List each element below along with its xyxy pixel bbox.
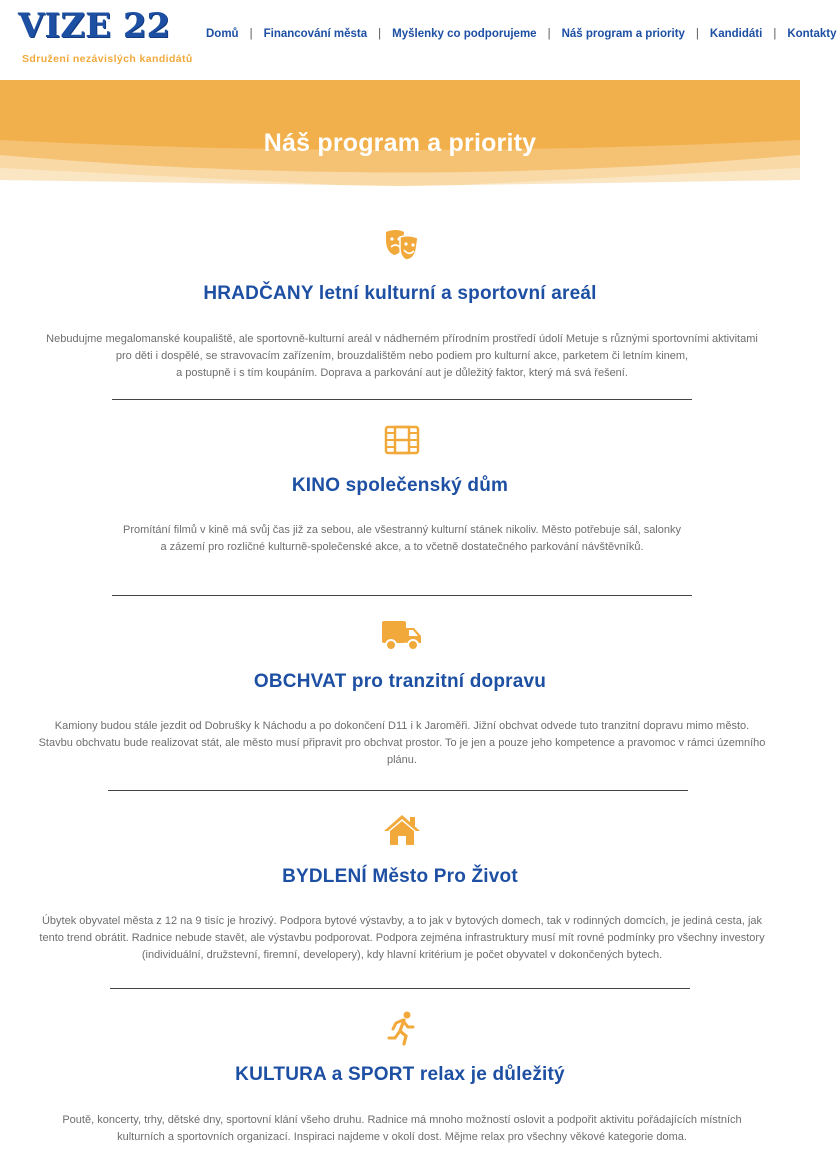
section-text-kino [32,522,772,556]
text-line: Promítání filmů v kině má svůj čas již za sebou, ale všestranný kulturní stánek nikoliv. Město potřebuje sál, salonky [123,524,681,536]
text-line: Kamiony budou stále jezdit od Dobrušky k Náchodu a po dokončení D11 i k Jaroměři. Jižní obchvat odvede tuto tranzitní dopravu mimo město. [54,720,750,732]
page-banner [0,80,800,195]
nav-item-candidates[interactable]: Kandidáti [709,28,763,40]
text-line: kulturních a sportovních organizací. Inspiraci najdeme v okolí dost. Mějme relax pro všechny věkové kategorie doma. [117,1131,687,1143]
theater-masks-icon [382,228,422,264]
nav-separator: | [695,28,699,40]
house-icon [382,812,422,848]
nav-separator: | [249,28,253,40]
section-text-bydleni [32,913,772,964]
section-title-kultura: KULTURA a SPORT relax je důležitý [235,1064,565,1085]
text-line: (individuální, družstevní, firemní, developery), kdy hlavní kritérium je počet obyvatel v dokončených bytech. [141,949,663,961]
logo-subtitle: Sdružení nezávislých kandidátů [22,53,193,65]
nav-item-contacts[interactable]: Kontakty [787,28,837,40]
section-text-kultura [32,1112,772,1146]
section-title-bydleni: BYDLENÍ Město Pro Život [282,866,518,887]
main-nav [206,28,837,40]
site-logo[interactable] [18,6,193,72]
text-line: Nebudujme megalomanské koupaliště, ale sportovně-kulturní areál v nádherném přírodním prostředí údolí Metuje s různými sportovními aktivitami [46,333,758,345]
section-title-obchvat: OBCHVAT pro tranzitní dopravu [253,671,547,692]
nav-separator: | [547,28,551,40]
section-text-obchvat [32,718,772,769]
section-title-hradcany: HRADČANY letní kulturní a sportovní areál [203,283,597,304]
section-title-kino: KINO společenský dům [291,475,509,496]
running-person-icon [382,1010,422,1046]
text-line: pro děti i dospělé, se stravovacím zařízením, brouzdalištěm nebo podiem pro kulturní akce, parketem či letním kinem, [115,350,689,362]
text-line: Úbytek obyvatel města z 12 na 9 tisíc je hrozivý. Podpora bytové výstavby, a to jak v bytových domech, tak v rodinných domcích, je jediná cesta, jak [41,915,763,927]
text-line: a zázemí pro rozličné kulturně-společenské akce, a to včetně dostatečného parkování návštěvníků. [160,541,644,553]
text-line: tento trend obrátit. Radnice nebude stavět, ale výstavbu podporovat. Podpora zejména infrastruktury musí mít rovné podmínky pro všechny investory [39,932,765,944]
text-line: a postupně i s tím koupáním. Doprava a parkování aut je důležitý faktor, který má svá řešení. [176,367,628,379]
section-divider [108,790,688,791]
text-line: Stavbu obchvatu bude realizovat stát, ale město musí připravit pro obchvat prostor. To je jen a pouze jeho kompetence a pravomoc v rámci územního [38,737,766,749]
logo-title: VIZE 22 [18,6,171,46]
site-header [0,0,837,80]
section-text-hradcany [32,331,772,382]
film-icon [382,422,422,458]
truck-icon [382,617,422,653]
text-line: Poutě, koncerty, trhy, dětské dny, sportovní klání všeho druhu. Radnice má mnoho možností oslovit a podpořit aktivitu pořádajících místních [62,1114,742,1126]
section-divider [110,988,690,989]
nav-item-ideas[interactable]: Myšlenky co podporujeme [392,28,537,40]
nav-separator: | [378,28,382,40]
nav-item-home[interactable]: Domů [206,28,239,40]
nav-item-program[interactable]: Náš program a priority [561,28,685,40]
section-divider [112,595,692,596]
page-title: Náš program a priority [263,129,537,157]
nav-separator: | [773,28,777,40]
text-line: plánu. [387,754,417,766]
section-divider [112,399,692,400]
nav-item-financing[interactable]: Financování města [263,28,368,40]
